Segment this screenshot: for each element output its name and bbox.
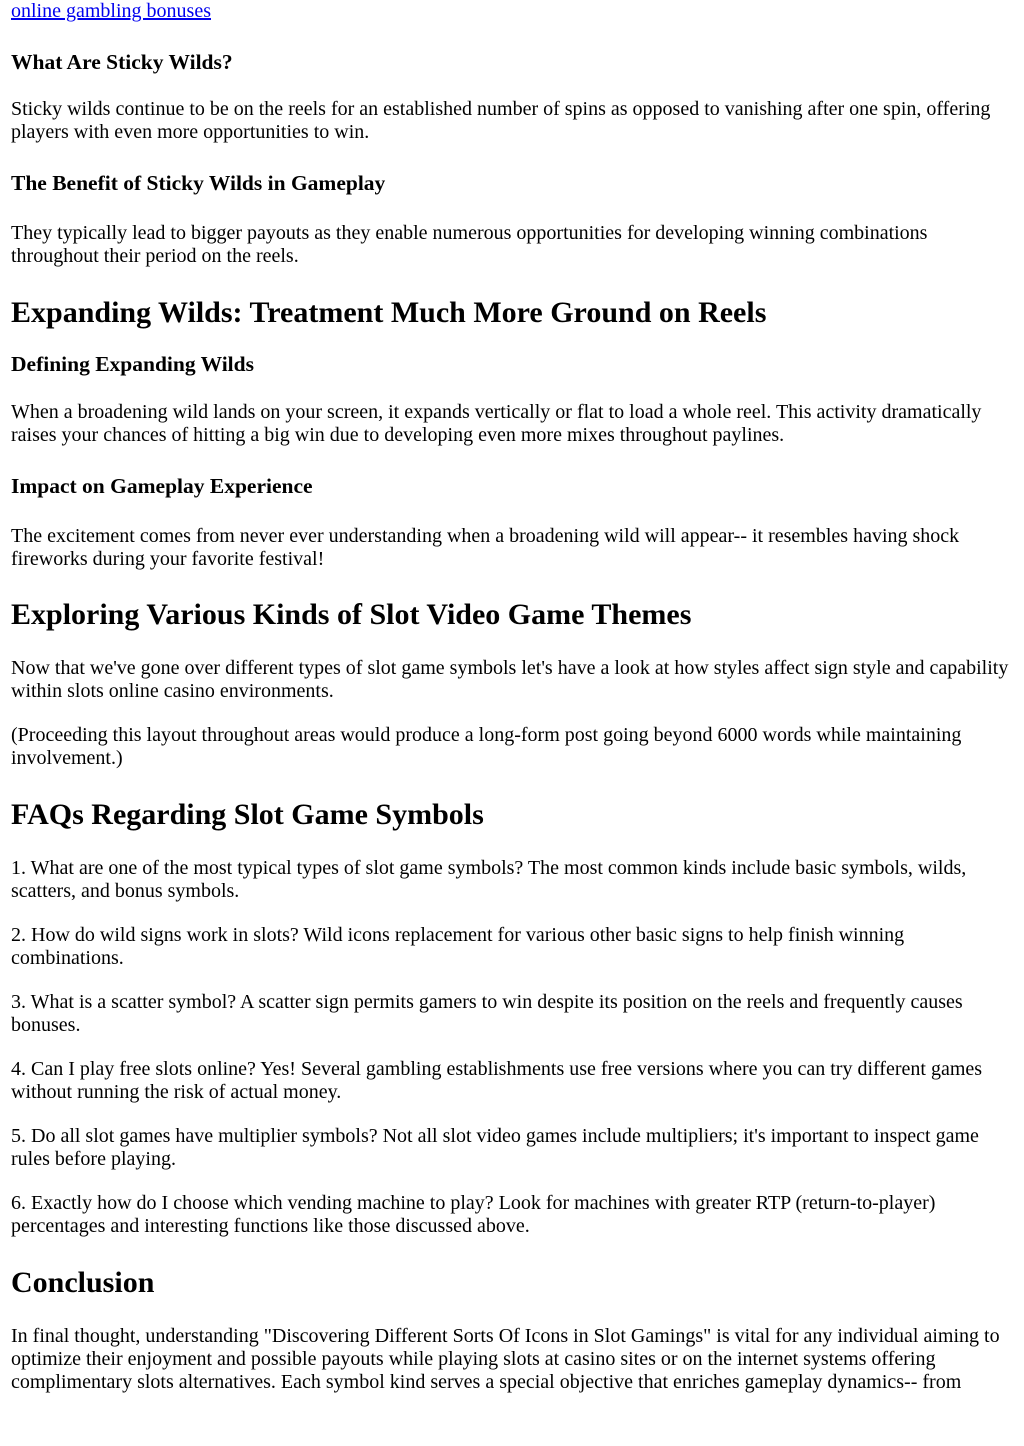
heading-conclusion: Conclusion — [11, 1266, 155, 1299]
heading-slot-themes: Exploring Various Kinds of Slot Video Game Themes — [11, 598, 692, 631]
online-gambling-bonuses-link[interactable]: online gambling bonuses — [11, 0, 211, 22]
heading-faqs: FAQs Regarding Slot Game Symbols — [11, 798, 484, 831]
paragraph-slot-themes-2: (Proceeding this layout throughout areas would produce a long-form post going beyond 6000 words while maintaining involvement.) — [11, 724, 962, 769]
paragraph-defining-expanding-wilds: When a broadening wild lands on your screen, it expands vertically or flat to load a whole reel. This activity dramatically raises your chances of hitting a big win due to developing even more mixes throughout paylines. — [11, 401, 982, 446]
paragraph-sticky-wilds: Sticky wilds continue to be on the reels for an established number of spins as opposed to vanishing after one spin, offering players with even more opportunities to win. — [11, 98, 991, 143]
faq-item: 5. Do all slot games have multiplier symbols? Not all slot video games include multipliers; it's important to inspect game rules before playing. — [11, 1125, 979, 1170]
faq-item: 3. What is a scatter symbol? A scatter sign permits gamers to win despite its position on the reels and frequently causes bonuses. — [11, 991, 963, 1036]
heading-expanding-wilds: Expanding Wilds: Treatment Much More Ground on Reels — [11, 296, 767, 329]
faq-item: 6. Exactly how do I choose which vending machine to play? Look for machines with greater RTP (return-to-player) percentages and interesting functions like those discussed above. — [11, 1192, 936, 1237]
faq-item: 1. What are one of the most typical types of slot game symbols? The most common kinds include basic symbols, wilds, scatters, and bonus symbols. — [11, 857, 967, 902]
heading-benefit-sticky-wilds: The Benefit of Sticky Wilds in Gameplay — [11, 171, 386, 195]
paragraph-benefit-sticky-wilds: They typically lead to bigger payouts as they enable numerous opportunities for developing winning combinations throughout their period on the reels. — [11, 222, 928, 267]
paragraph-impact-gameplay: The excitement comes from never ever understanding when a broadening wild will appear-- it resembles having shock fireworks during your favorite festival! — [11, 525, 960, 570]
paragraph-slot-themes-1: Now that we've gone over different types of slot game symbols let's have a look at how styles affect sign style and capability within slots online casino environments. — [11, 657, 1009, 702]
faq-item: 4. Can I play free slots online? Yes! Several gambling establishments use free versions where you can try different games without running the risk of actual money. — [11, 1058, 983, 1103]
heading-defining-expanding-wilds: Defining Expanding Wilds — [11, 352, 254, 376]
heading-sticky-wilds: What Are Sticky Wilds? — [11, 50, 233, 74]
paragraph-conclusion: In final thought, understanding "Discovering Different Sorts Of Icons in Slot Gamings" is vital for any individual aiming to optimize their enjoyment and possible payouts while playing slots at casino sites or on the internet systems offering complimentary slots alternatives. Each symbol kind serves a special objective that enriches gameplay dynamics-- from — [11, 1325, 1000, 1393]
faq-item: 2. How do wild signs work in slots? Wild icons replacement for various other basic signs to help finish winning combinations. — [11, 924, 905, 969]
heading-impact-gameplay: Impact on Gameplay Experience — [11, 474, 313, 498]
